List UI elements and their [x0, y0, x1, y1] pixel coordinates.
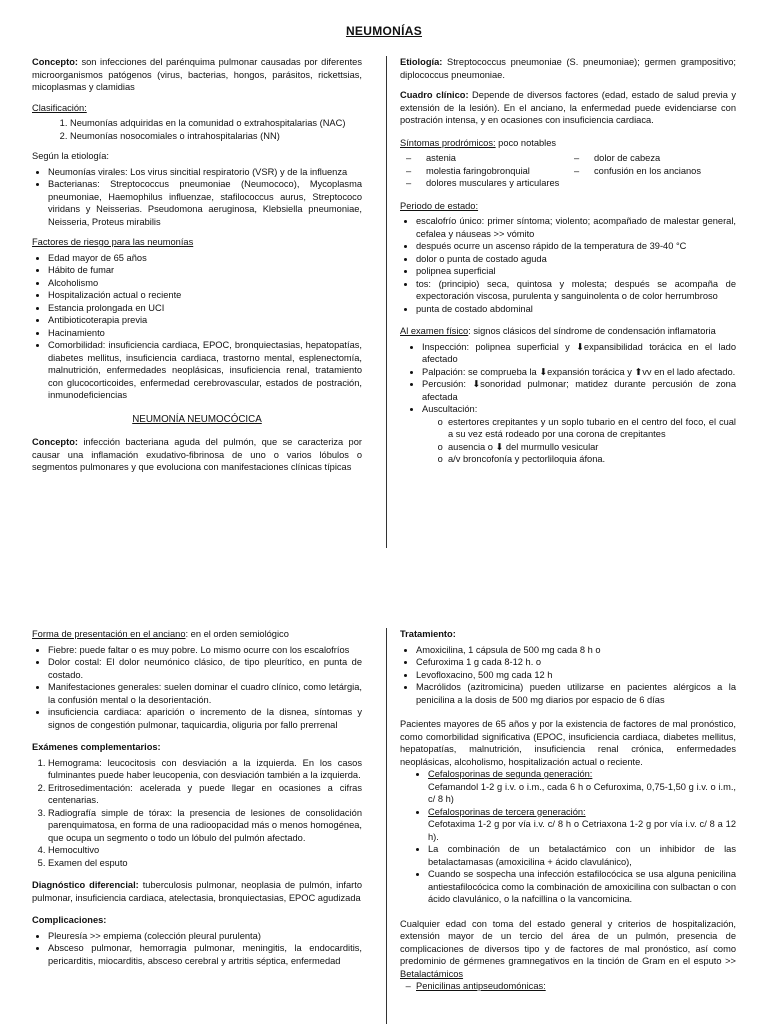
concepto-text: son infecciones del parénquima pulmonar causadas por diferentes microorganismos patógenos (virus, bacterias, hongos, parásitos, rickettsias, micoplasmas y clamidias	[32, 57, 362, 92]
cuadro-text: Depende de diversos factores (edad, estado de salud previa y extensión de la lesión). En el anciano, la enfermedad puede evidenciarse con postración intensa, y en ocasiones con insuficiencia cardiaca.	[400, 90, 736, 125]
left-bottom-column	[32, 628, 362, 975]
page-title: NEUMONÍAS	[345, 24, 423, 38]
list-item: • Manifestaciones generales: suelen dominar el cuadro clínico, como letárgia, la confusión mental o la desorientación.	[48, 681, 362, 706]
examenes-heading	[32, 741, 362, 754]
list-item: • Macrólidos (azitromicina) pueden utilizarse en pacientes alérgicos a la penicilina a la dosis de 500 mg diarios por espacio de 6 días	[416, 681, 736, 706]
right-top-column	[400, 56, 736, 474]
column-divider	[386, 56, 387, 548]
list-item: 2. Neumonías nosocomiales o intrahospitalarias (NN)	[70, 130, 362, 143]
list-item: 4. Hemocultivo	[48, 844, 362, 857]
prodromicos-label: Síntomas prodrómicos:	[400, 137, 496, 148]
list-item: • escalofrío único: primer síntoma; violento; acompañado de malestar general, cefalea y náuseas >> vómito	[416, 215, 736, 240]
diferencial-text: tuberculosis pulmonar, neoplasia de pulmón, infarto pulmonar, insuficiencia cardiaca, atelectasia, bronquiectasias, EPOC agudizada	[32, 880, 362, 903]
concepto2-label: Concepto:	[32, 437, 78, 447]
list-item: – confusión en los ancianos	[574, 165, 736, 178]
etiologia-list	[32, 166, 362, 229]
prodromicos-col-1	[400, 152, 568, 190]
prodromicos-list	[400, 152, 736, 190]
concepto-label: Concepto:	[32, 57, 78, 67]
examen-label: Al examen físico	[400, 326, 469, 336]
list-item: • insuficiencia cardiaca: aparición o incremento de la disnea, síntomas y signos de congestión pulmonar, taquicardia, oliguria por fallo prerrenal	[48, 706, 362, 731]
seg-gen-label: Cefalosporinas de segunda generación:	[428, 769, 593, 779]
list-item: • Inspección: polipnea superficial y ⬇expansibilidad torácica en el lado afectado	[422, 341, 736, 366]
list-item: • polipnea superficial	[416, 265, 736, 278]
examen-heading	[400, 325, 736, 338]
list-item: • Cefuroxima 1 g cada 8-12 h. o	[416, 656, 736, 669]
list-item: – molestia faringobronquial	[406, 165, 568, 178]
list-item: • Absceso pulmonar, hemorragia pulmonar, meningitis, la endocarditis, pericarditis, miocarditis, absceso cerebral y artritis séptica, enfermedad	[48, 942, 362, 967]
complicaciones-heading	[32, 914, 362, 927]
list-item: o a/v broncofonía y pectorliloquia áfona.	[448, 453, 736, 466]
list-item: • Palpación: se comprueba la ⬇expansión torácica y ⬆vv en el lado afectado.	[422, 366, 736, 379]
neumococica-heading: NEUMONÍA NEUMOCÓCICA	[132, 413, 262, 425]
list-item: • Cuando se sospecha una infección estafilocócica se usa alguna penicilina antiestafilocócica como la combinación de amoxicilina con sulbactan o con ácido clavulánico, o la nafcillina o la vancomicina.	[428, 868, 736, 906]
list-item: • Pleuresía >> empiema (colección pleural purulenta)	[48, 930, 362, 943]
anciano-list	[32, 644, 362, 732]
list-item: • Levofloxacino, 500 mg cada 12 h	[416, 669, 736, 682]
list-item: – Penicilinas antipseudomónicas:	[416, 980, 736, 993]
list-item: • después ocurre un ascenso rápido de la temperatura de 39-40 °C	[416, 240, 736, 253]
list-item: o estertores crepitantes y un soplo tubario en el centro del foco, el cual a su vez está rodeado por una corona de crepitantes	[448, 416, 736, 441]
list-item: • Neumonías virales: Los virus sincitial respiratorio (VSR) y de la influenza	[48, 166, 362, 179]
list-item: – dolores musculares y articulares	[406, 177, 568, 190]
tratamiento-list	[400, 644, 736, 707]
right-bottom-column	[400, 628, 736, 993]
list-item: 2. Eritrosedimentación: acelerada y puede llegar en ocasiones a cifras centenarias.	[48, 782, 362, 807]
list-item: • dolor o punta de costado aguda	[416, 253, 736, 266]
anciano-heading	[32, 628, 362, 641]
factores-list	[32, 252, 362, 402]
list-item: • Estancia prolongada en UCI	[48, 302, 362, 315]
list-item: • Hábito de fumar	[48, 264, 362, 277]
list-item: 1. Neumonías adquiridas en la comunidad o extrahospitalarias (NAC)	[70, 117, 362, 130]
diferencial-label: Diagnóstico diferencial:	[32, 880, 139, 890]
list-item: • Bacterianas: Streptococcus pneumoniae (Neumococo), Mycoplasma pneumoniae, Haemophilus influenzae, stafilococcus aurus, Streptococo viridans y Neisserias. Pseudomona aeruginosa, Klebsiella pneumoniae, Neisseria, Proteus mirabilis	[48, 178, 362, 228]
factores-heading: Factores de riesgo para las neumonías	[32, 237, 194, 247]
list-item	[428, 768, 736, 806]
concepto-paragraph	[32, 56, 362, 94]
clasificacion-list	[32, 117, 362, 142]
list-item: • Comorbilidad: insuficiencia cardiaca, EPOC, bronquiectasias, hepatopatías, diabetes mellitus, insuficiencia cardiaca, trastorno mental, esplenectomía, malnutrición, enfermedades neoplásicas, insuficiencia renal, tratamiento con glucocorticoides, enfermedad cerebrovascular, estados de postración, inmunodeficiencias	[48, 339, 362, 402]
etiologia-text: Streptococcus pneumoniae (S. pneumoniae); germen grampositivo; diplococcus pneumoniae.	[400, 57, 736, 80]
list-item	[422, 403, 736, 466]
examenes-list	[32, 757, 362, 870]
auscultacion-label: Auscultación:	[422, 404, 478, 414]
list-item: • Edad mayor de 65 años	[48, 252, 362, 265]
column-divider	[386, 628, 387, 1024]
list-item: o ausencia o ⬇ del murmullo vesicular	[448, 441, 736, 454]
list-item: • La combinación de un betalactámico con un inhibidor de las betalactamasas (amoxicilina + ácido clavulánico),	[428, 843, 736, 868]
cut-list	[400, 980, 736, 993]
seg-gen-text: Cefamandol 1-2 g i.v. o i.m., cada 6 h o Cefuroxima, 0,75-1,50 g i.v. o i.m., c/ 8 h)	[428, 781, 736, 804]
anciano-label: Forma de presentación en el anciano	[32, 629, 186, 639]
concepto2-paragraph	[32, 436, 362, 474]
list-item	[428, 806, 736, 844]
betalactamicos-label: Betalactámicos	[400, 968, 464, 979]
cualquier-text: Cualquier edad con toma del estado general y criterios de hospitalización, extensión mayor de un tercio del área de un pulmón, presencia de complicaciones de diversos tipo y de factores de mal pronóstico, así como predominio de gérmenes gramnegativos en la tinción de Gram en el esputo >>	[400, 918, 736, 966]
examen-list	[400, 341, 736, 466]
list-item: • Fiebre: puede faltar o es muy pobre. Lo mismo ocurre con los escalofríos	[48, 644, 362, 657]
list-item: – dolor de cabeza	[574, 152, 736, 165]
cualquier-paragraph	[400, 918, 736, 981]
concepto2-text: infección bacteriana aguda del pulmón, que se caracteriza por causar una inflamación exudativo-fibrinosa de uno o varios lóbulos o segmentos pulmonares y que evoluciona con manifestaciones clínicas típicas	[32, 437, 362, 472]
list-item: 5. Examen del esputo	[48, 857, 362, 870]
tratamiento-label: Tratamiento:	[400, 629, 456, 639]
auscultacion-list	[422, 416, 736, 466]
etiologia-paragraph	[400, 56, 736, 81]
left-top-column	[32, 56, 362, 482]
estado-list	[400, 215, 736, 315]
list-item: – astenia	[406, 152, 568, 165]
cuadro-label: Cuadro clínico:	[400, 90, 469, 100]
complicaciones-list	[32, 930, 362, 968]
etiologia-heading: Según la etiología:	[32, 151, 110, 161]
list-item: • Hospitalización actual o reciente	[48, 289, 362, 302]
diferencial-paragraph	[32, 879, 362, 904]
list-item: 1. Hemograma: leucocitosis con desviación a la izquierda. En los casos fulminantes puede haber leucopenia, con desviación también a la izquierda.	[48, 757, 362, 782]
etiologia-label: Etiología:	[400, 57, 443, 67]
prodromicos-text: poco notables	[495, 137, 557, 148]
list-item: • Alcoholismo	[48, 277, 362, 290]
complicaciones-label: Complicaciones:	[32, 915, 107, 925]
list-item: • Antibioticoterapia previa	[48, 314, 362, 327]
prodromicos-heading	[400, 137, 736, 150]
ter-gen-text: Cefotaxima 1-2 g por vía i.v. c/ 8 h o Cetriaxona 1-2 g por vía i.v. c/ 8 a 12 h).	[428, 819, 736, 842]
cuadro-paragraph	[400, 89, 736, 127]
list-item: 3. Radiografía simple de tórax: la presencia de lesiones de consolidación parenquimatosa, en forma de una radioopacidad más o menos homogénea, que ocupa un segmento o todo un lóbulo del pulmón afectado.	[48, 807, 362, 845]
anciano-text: : en el orden semiológico	[185, 629, 289, 639]
examen-text: : signos clásicos del síndrome de condensación inflamatoria	[468, 326, 716, 336]
list-item: • Percusión: ⬇sonoridad pulmonar; matidez durante percusión de zona afectada	[422, 378, 736, 403]
list-item: • Dolor costal: El dolor neumónico clásico, de tipo pleurítico, en punta de costado.	[48, 656, 362, 681]
list-item: • punta de costado abdominal	[416, 303, 736, 316]
clasificacion-heading: Clasificación:	[32, 102, 87, 113]
pacientes-paragraph: Pacientes mayores de 65 años y por la existencia de factores de mal pronóstico, como comorbilidad significativa (EPOC, insuficiencia cardiaca, diabetes mellitus, hepatopatías, malnutrición, insuficiencia renal crónica, enfermedades neoplásicas, alcoholismo, hospitalización actual o reciente.	[400, 719, 736, 767]
list-item: • Amoxicilina, 1 cápsula de 500 mg cada 8 h o	[416, 644, 736, 657]
examenes-label: Exámenes complementarios:	[32, 742, 161, 752]
estado-heading: Periodo de estado:	[400, 200, 479, 211]
list-item: • Hacinamiento	[48, 327, 362, 340]
cefalosporinas-list	[400, 768, 736, 906]
ter-gen-label: Cefalosporinas de tercera generación:	[428, 806, 586, 817]
list-item: • tos: (principio) seca, quintosa y molesta; después se acompaña de expectoración viscosa, purulenta y sanguinolenta o de color herrumbroso	[416, 278, 736, 303]
tratamiento-heading	[400, 628, 736, 641]
prodromicos-col-2	[568, 152, 736, 190]
